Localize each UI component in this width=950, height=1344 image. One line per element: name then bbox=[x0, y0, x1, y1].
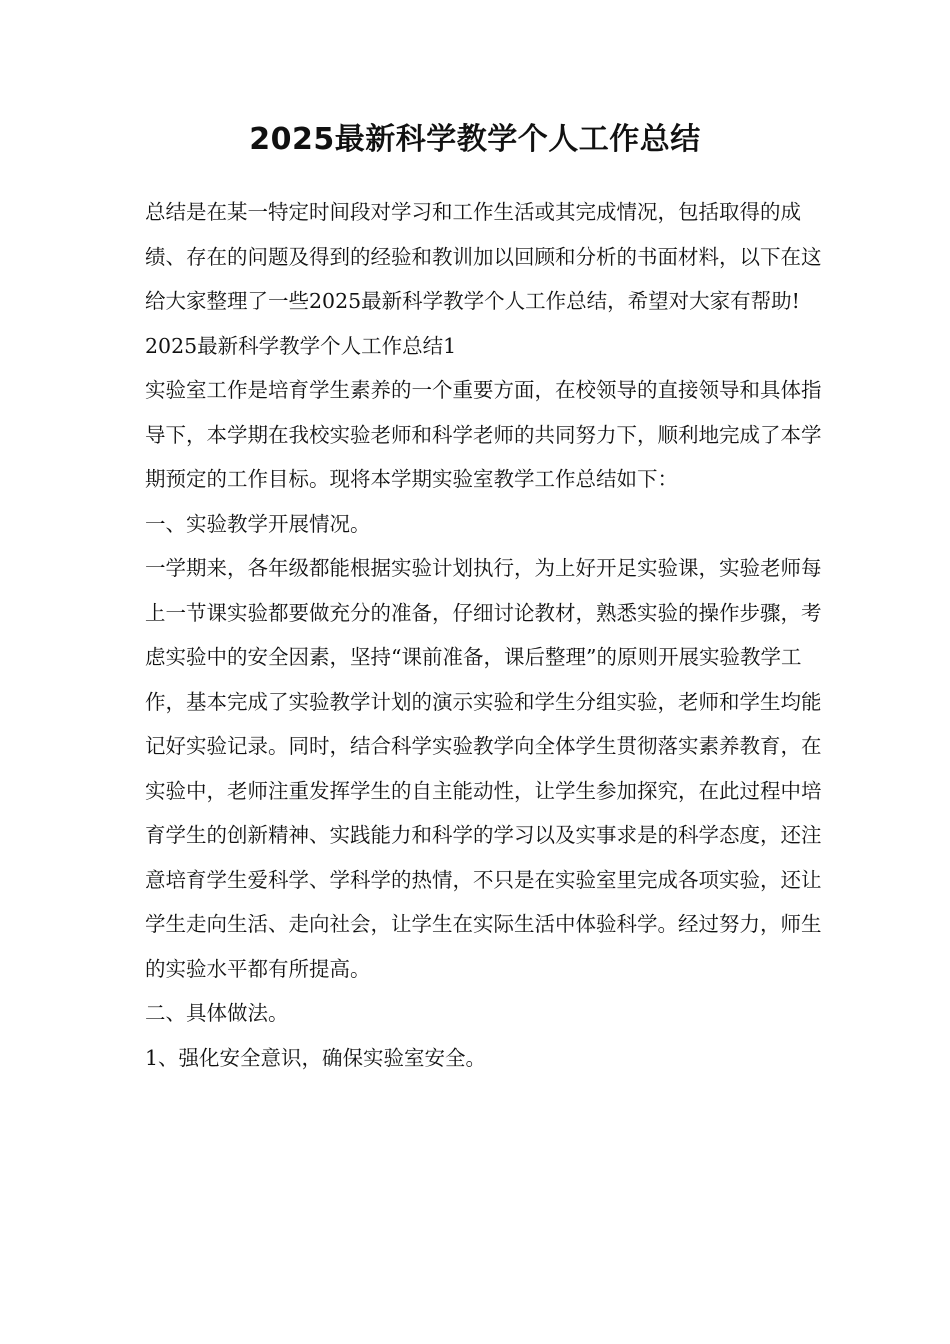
paragraph-2: 一学期来，各年级都能根据实验计划执行，为上好开足实验课，实验老师每上一节课实验都要做充分的准备，仔细讨论教材，熟悉实验的操作步骤，考虑实验中的安全因素，坚持“课前准备，课后整理”的原则开展实验教学工作，基本完成了实验教学计划的演示实验和学生分组实验，老师和学生均能记好实验记录。同时，结合科学实验教学向全体学生贯彻落实素养教育，在实验中，老师注重发挥学生的自主能动性，让学生参加探究，在此过程中培育学生的创新精神、实践能力和科学的学习以及实事求是的科学态度，还注意培育学生爱科学、学科学的热情，不只是在实验室里完成各项实验，还让学生走向生活、走向社会，让学生在实际生活中体验科学。经过努力，师生的实验水平都有所提高。 bbox=[145, 556, 822, 981]
heading-2: 二、具体做法。 bbox=[145, 1001, 289, 1025]
intro-paragraph: 总结是在某一特定时间段对学习和工作生活或其完成情况，包括取得的成绩、存在的问题及得到的经验和教训加以回顾和分析的书面材料，以下在这给大家整理了一些2025最新科学教学个人工作总结，希望对大家有帮助! bbox=[145, 200, 822, 313]
heading-3: 1、强化安全意识，确保实验室安全。 bbox=[145, 1045, 487, 1070]
paragraph-1: 实验室工作是培育学生素养的一个重要方面，在校领导的直接领导和具体指导下，本学期在我校实验老师和科学老师的共同努力下，顺利地完成了本学期预定的工作目标。现将本学期实验室教学工作总结如下： bbox=[145, 378, 822, 491]
document-title: 2025最新科学教学个人工作总结 bbox=[249, 122, 701, 157]
section-title: 2025最新科学教学个人工作总结1 bbox=[145, 333, 457, 358]
heading-1: 一、实验教学开展情况。 bbox=[145, 511, 371, 536]
document-body bbox=[145, 190, 825, 1080]
